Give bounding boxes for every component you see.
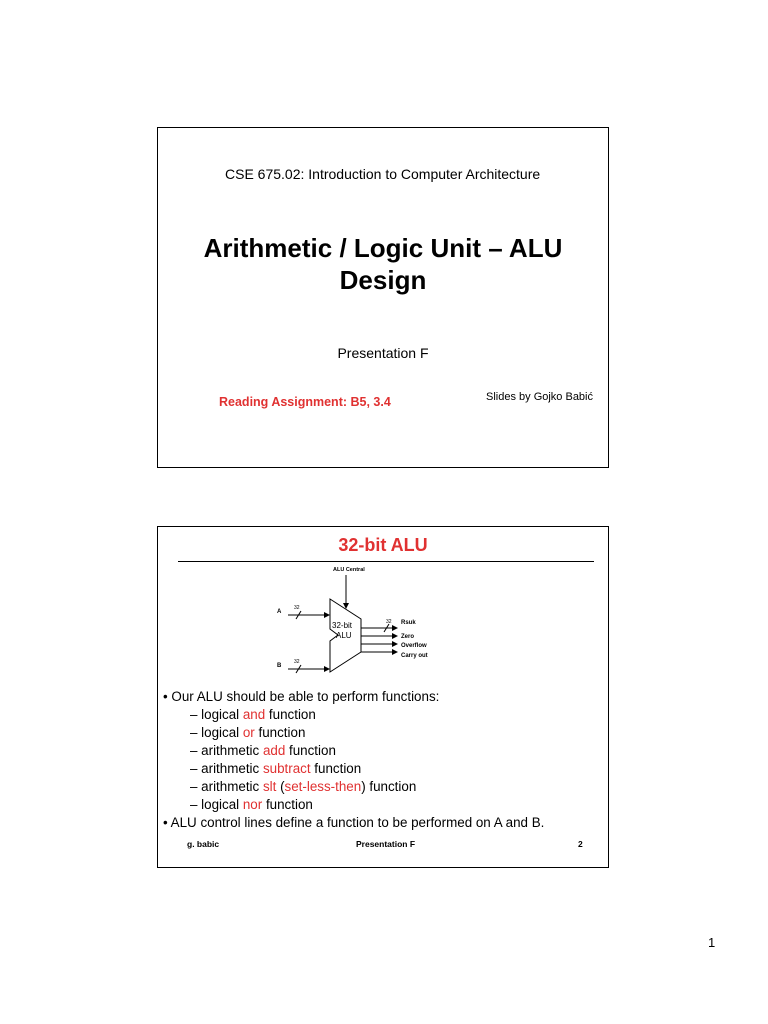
page-number: 1 [708, 935, 716, 950]
alu-diagram [158, 527, 608, 687]
function-keyword-expansion: set-less-then [284, 779, 362, 794]
output-result-arrow [392, 625, 398, 631]
alu-label-line1: 32-bit [332, 621, 353, 630]
input-b-width: 32 [294, 659, 300, 665]
footer-presentation: Presentation F [356, 839, 416, 849]
course-title: CSE 675.02: Introduction to Computer Architecture [225, 166, 541, 182]
function-item: – arithmetic add function [190, 743, 336, 758]
control-label: ALU Central [333, 567, 365, 573]
output-zero-label: Zero [401, 634, 415, 640]
input-a-label: A [277, 609, 282, 615]
output-carry-arrow [392, 649, 398, 655]
slide-title: Arithmetic / Logic Unit – ALU Design [203, 233, 563, 295]
function-item: – arithmetic subtract function [190, 761, 362, 776]
output-result-label: Rsuk [401, 620, 416, 626]
bullet-list [163, 688, 544, 832]
function-keyword: add [262, 743, 286, 758]
function-item: – logical nor function [190, 797, 313, 812]
function-keyword: slt [262, 779, 277, 794]
input-b-label: B [277, 663, 282, 669]
function-keyword: or [242, 725, 255, 740]
footer-author: g. babic [187, 839, 220, 849]
function-keyword: nor [242, 797, 263, 812]
bullet-control-lines: • ALU control lines define a function to be performed on A and B. [163, 815, 545, 830]
function-item: – arithmetic slt (set-less-then) function [190, 779, 417, 794]
footer-slide-number: 2 [578, 839, 583, 849]
output-overflow-label: Overflow [401, 643, 427, 649]
output-overflow-arrow [392, 641, 398, 647]
slide-2 [157, 526, 609, 868]
slide-1 [157, 127, 609, 468]
function-item: – logical or function [190, 725, 306, 740]
input-b-arrow [324, 666, 330, 672]
output-carry-label: Carry out [401, 653, 428, 659]
function-keyword: and [242, 707, 266, 722]
output-width: 32 [386, 619, 392, 625]
function-keyword: subtract [262, 761, 311, 776]
slide-title: 32-bit ALU [338, 535, 428, 555]
input-a-width: 32 [294, 605, 300, 611]
input-a-arrow [324, 612, 330, 618]
alu-label-line2: ALU [336, 631, 352, 640]
bullet-functions: • Our ALU should be able to perform functions: [163, 689, 440, 704]
slides-author: Slides by Gojko Babić [486, 391, 593, 403]
function-item: – logical and function [190, 707, 316, 722]
output-zero-arrow [392, 633, 398, 639]
reading-assignment: Reading Assignment: B5, 3.4 [219, 395, 391, 409]
presentation-label: Presentation F [337, 345, 429, 361]
